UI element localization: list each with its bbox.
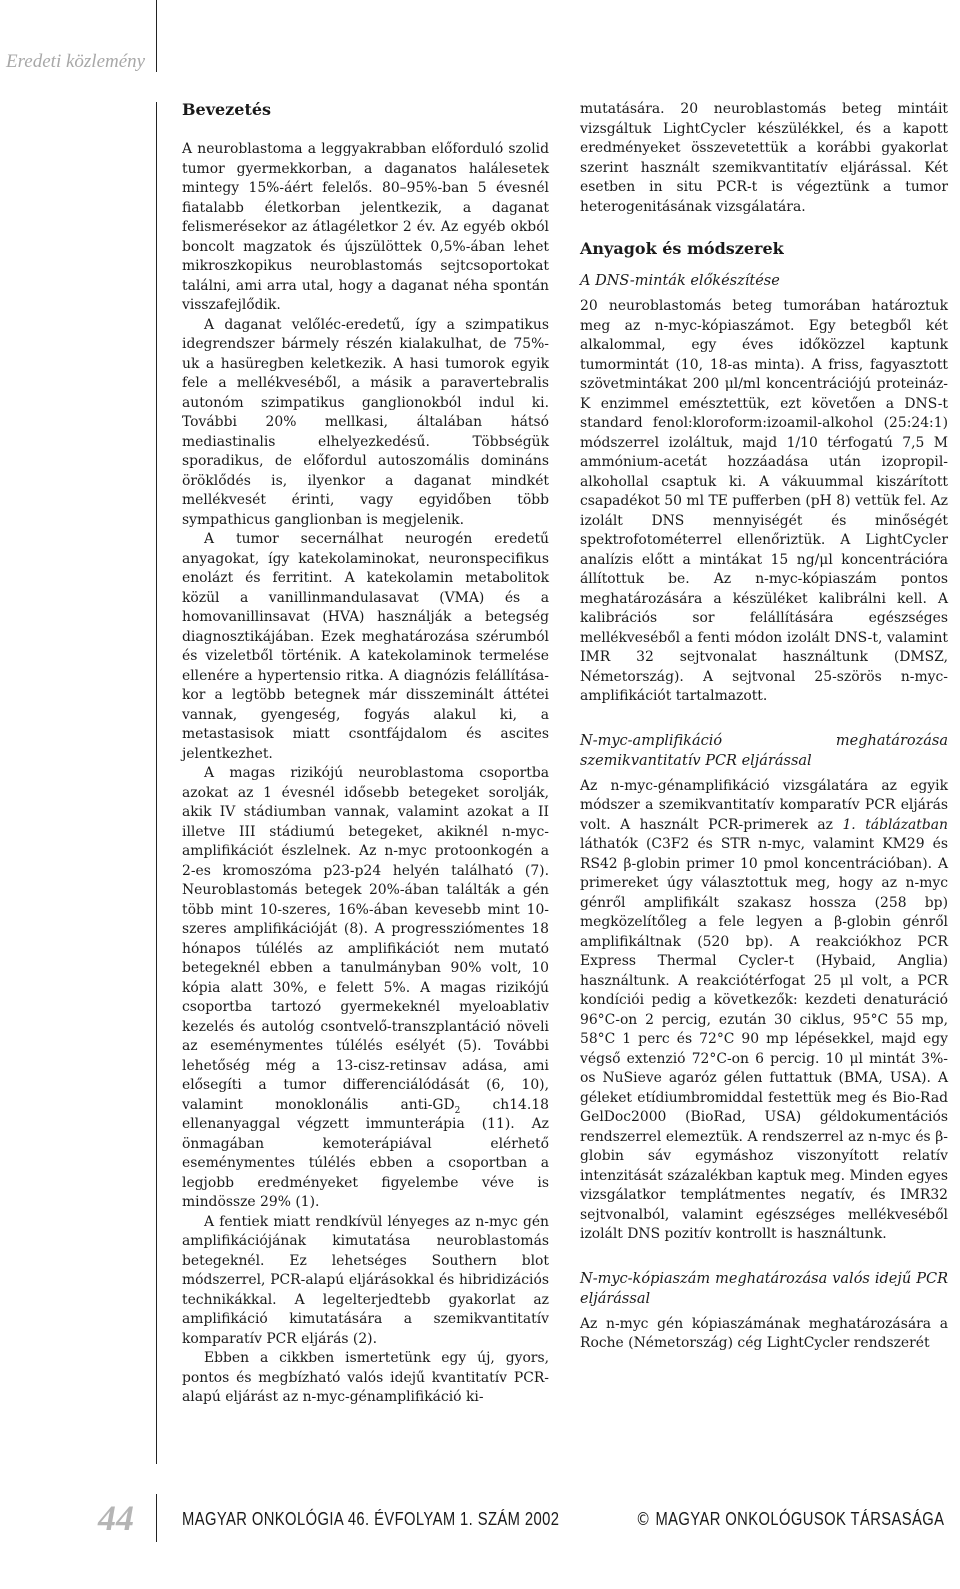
paragraph: A neuroblastoma a leggyakrabban előforduló szolid tumor gyermekkorban, a daganatos halálesetek mintegy 15%-áért felelős. 80–95%-ban 5 évesnél fiatalabb életkorban jelentkezik, a daganat felismerésekor az átlagéletkor 2 év. Az egyéb okból boncolt magzatok és újszülöttek 0,5%-ában lehet mikroszkopikus neuroblastomás sejtcsoportokat találni, ami arra utal, hogy a daganat néha spontán visszafejlődik.	[182, 141, 549, 313]
copyright-footer	[635, 1509, 944, 1530]
section-heading-bevezetes: Bevezetés	[182, 100, 272, 119]
copyright-text: MAGYAR ONKOLÓGUSOK TÁRSASÁGA	[655, 1509, 944, 1529]
journal-footer: MAGYAR ONKOLÓGIA 46. ÉVFOLYAM 1. SZÁM 2002	[182, 1509, 560, 1529]
paragraph-text: ch14.18 ellenanyaggal végzett immunterápia (11). Az önmagában kemoterápiával elérhető eseménymentes túlélés ebben a csoportban a legjobb eredményeket figyelembe véve is mindössze 29% (1).	[182, 1096, 549, 1210]
paragraph: Ebben a cikkben ismertetünk egy új, gyors, pontos és megbízható valós idejű kvantitatív PCR-alapú eljárást az n-myc-génamplifikáció ki-	[182, 1350, 549, 1405]
section-heading-anyagok: Anyagok és módszerek	[580, 239, 784, 258]
paragraph: 20 neuroblastomás beteg tumorában határoztuk meg az n-myc-kópiaszámot. Egy betegből két alkalommal, egy éves időközzel kaptunk tumormintát (10, 18-as minta). A friss, fagyasztott szövetmintákat 200 μl/ml koncentrációjú proteináz-K enzimmel emésztettük, ezt követően a DNS-t standard fenol:kloroform:izoamil-alkohol (25:24:1) módszerrel izoláltuk, majd 1/10 térfogatú 7,5 M ammónium-acetát hozzáadása után izopropil-alkohollal csaptuk ki. A vákuummal kiszárított csapadékot 50 ml TE pufferben (pH 8) vettük fel. Az izolált DNS mennyiségét és minőségét spektrofotométerrel ellenőriztük. A LightCycler analízis előtt a mintákat 15 ng/μl koncentrációra állítottuk be. Az n-myc-kópiaszám pontos meghatározására a készüléket kalibrálni kell. A kalibrációs sor felállítására egészséges mellékveséből a fenti módon izolált DNS-t, valamint IMR 32 sejtvonalat használtunk (DMSZ, Németország). A sejtvonal 25-szörös n-myc-amplifikációt tartalmazott.	[580, 298, 948, 704]
table-reference: 1. táblázatban	[842, 816, 948, 833]
column-rule-footer	[156, 1494, 157, 1542]
paragraph-text: Az n-myc-génamplifikáció vizsgálatára az egyik módszer a szemikvantitatív komparatív PCR eljárás volt. A használt PCR-primerek az	[580, 777, 948, 833]
paragraph	[580, 777, 948, 1245]
subsection-heading-semiquant: N-myc-amplifikáció meghatározása szemikvantitatív PCR eljárással	[580, 732, 948, 769]
column-rule	[156, 102, 157, 1464]
paragraph: Az n-myc gén kópiaszámának meghatározására a Roche (Németország) cég LightCycler rendszerét	[580, 1315, 948, 1351]
paragraph: A tumor secernálhat neurogén eredetű anyagokat, így katekolaminokat, neuronspecifikus enolázt és ferritint. A katekolamin metabolitok közül a vanillinmandulasavat (VMA) és a homovanillinsavat (HVA) használják a betegség diagnosztikájában. Ezek meghatározása szérumból és vizeletből történik. A katekolaminok termelése ellenére a hypertensio ritka. A diagnózis felállításakor a legtöbb betegnek már disszeminált áttétei vannak, gyengeség, fogyás alakul ki, a metastasisok miatt csontfájdalom és ascites jelentkezhet.	[182, 531, 549, 762]
left-column	[182, 100, 549, 1408]
section-label: Eredeti közlemény	[6, 51, 146, 72]
copyright-icon: ©	[635, 1509, 651, 1530]
subsection-heading-realtime: N-myc-kópiaszám meghatározása valós idejű PCR eljárással	[580, 1270, 948, 1307]
subscript: 2	[454, 1105, 461, 1116]
column-rule-top	[156, 0, 157, 72]
paragraph: A fentiek miatt rendkívül lényeges az n-myc gén amplifikációjának kimutatása neuroblastomás betegeknél. Ez lehetséges Southern blot módszerrel, PCR-alapú eljárásokkal és hibridizációs technikákkal. A legelterjedtebb gyakorlat az amplifikáció kimutatására a szemikvantitatív komparatív PCR eljárás (2).	[182, 1213, 549, 1347]
paragraph-text: láthatók (C3F2 és STR n-myc, valamint KM29 és RS42 β-globin primer 10 pmol koncentrációban). A primereket úgy választottuk meg, hogy az n-myc génről amplifikált szakasz hossza (258 bp) megközelítőleg a fele legyen a β-globin génről amplifikáltnak (520 bp). A reakciókhoz PCR Express Thermal Cycler-t (Hybaid, Anglia) használtunk. A reakciótérfogat 25 μl volt, a PCR kondíciói pedig a következők: kezdeti denaturáció 96°C-on 2 percig, ezután 30 ciklus, 95°C 55 mp, 58°C 1 perc és 72°C 90 mp lépésekkel, majd egy végső extenzió 72°C-on 6 percig. 10 μl mintát 3%-os NuSieve agaróz gélen futtattuk (BMA, USA). A géleket etídiumbromiddal festettük meg és Bio-Rad GelDoc2000 (BioRad, USA) géldokumentációs rendszerrel elemeztük. A rendszerrel az n-myc és β-globin sáv egymáshoz viszonyított relatív intenzitását százalékban kaptuk meg. Minden egyes vizsgálatkor templátmentes negatív, és IMR32 sejtvonalból, valamint egészséges mellékveséből izolált DNS pozitív kontrollt is használtunk.	[580, 836, 948, 1242]
paragraph: A daganat velőléc-eredetű, így a szimpatikus idegrendszer bármely részén kialakulhat, de 75%-uk a hasüregben keletkezik. A hasi tumorok egyik fele a mellékveséből, a másik a paravertebralis autonóm szimpatikus ganglionokból indul ki. További 20% mellkasi, általában hátsó mediastinalis elhelyezkedésű. Többségük sporadikus, de előfordul autoszomális domináns öröklődés is, ilyenkor a daganat mindkét mellékvesét érinti, vagy egyidőben több sympathicus ganglionban is megjelenik.	[182, 316, 549, 528]
right-column	[580, 100, 948, 1354]
paragraph-text: A magas rizikójú neuroblastoma csoportba azokat az 1 évesnél idősebb betegeket sorolják, akik IV stádiumban vannak, valamint azokat a II illetve III stádiumú betegeket, akiknél n-myc-amplifikációt észlelnek. Az n-myc protoonkogén a 2-es kromoszóma p23-p24 helyén található (7). Neuroblastomás betegek 20%-ában találták a gén több mint 10-szeres, 16%-ában kevesebb mint 10-szeres amplifikációját (8). A progressziómentes 18 hónapos túlélés az amplifikációt nem mutató betegeknél ebben a tanulmányban 90% volt, 10 kópia alatt 30%, e felett 5%. A magas rizikójú csoportba tartozó gyermekeknél myeloablativ kezelés és autológ csontvelő-transzplantáció növeli az eseménymentes túlélés esélyét (5). További lehetőség még a 13-cisz-retinsav adása, ami elősegíti a tumor differenciálódását (6, 10), valamint monoklonális anti-GD	[182, 765, 549, 1113]
page-number: 44	[98, 1498, 134, 1538]
paragraph	[182, 764, 549, 1213]
subsection-heading-dns: A DNS-minták előkészítése	[580, 273, 780, 289]
paragraph: mutatására. 20 neuroblastomás beteg mintáit vizsgáltuk LightCycler készülékkel, és a kapott eredményeket összevetettük a korábbi gyakorlat szerint használt szemikvantitatív eljárással. Két esetben in situ PCR-t is végeztünk a tumor heterogenitásának vizsgálatára.	[580, 101, 948, 215]
